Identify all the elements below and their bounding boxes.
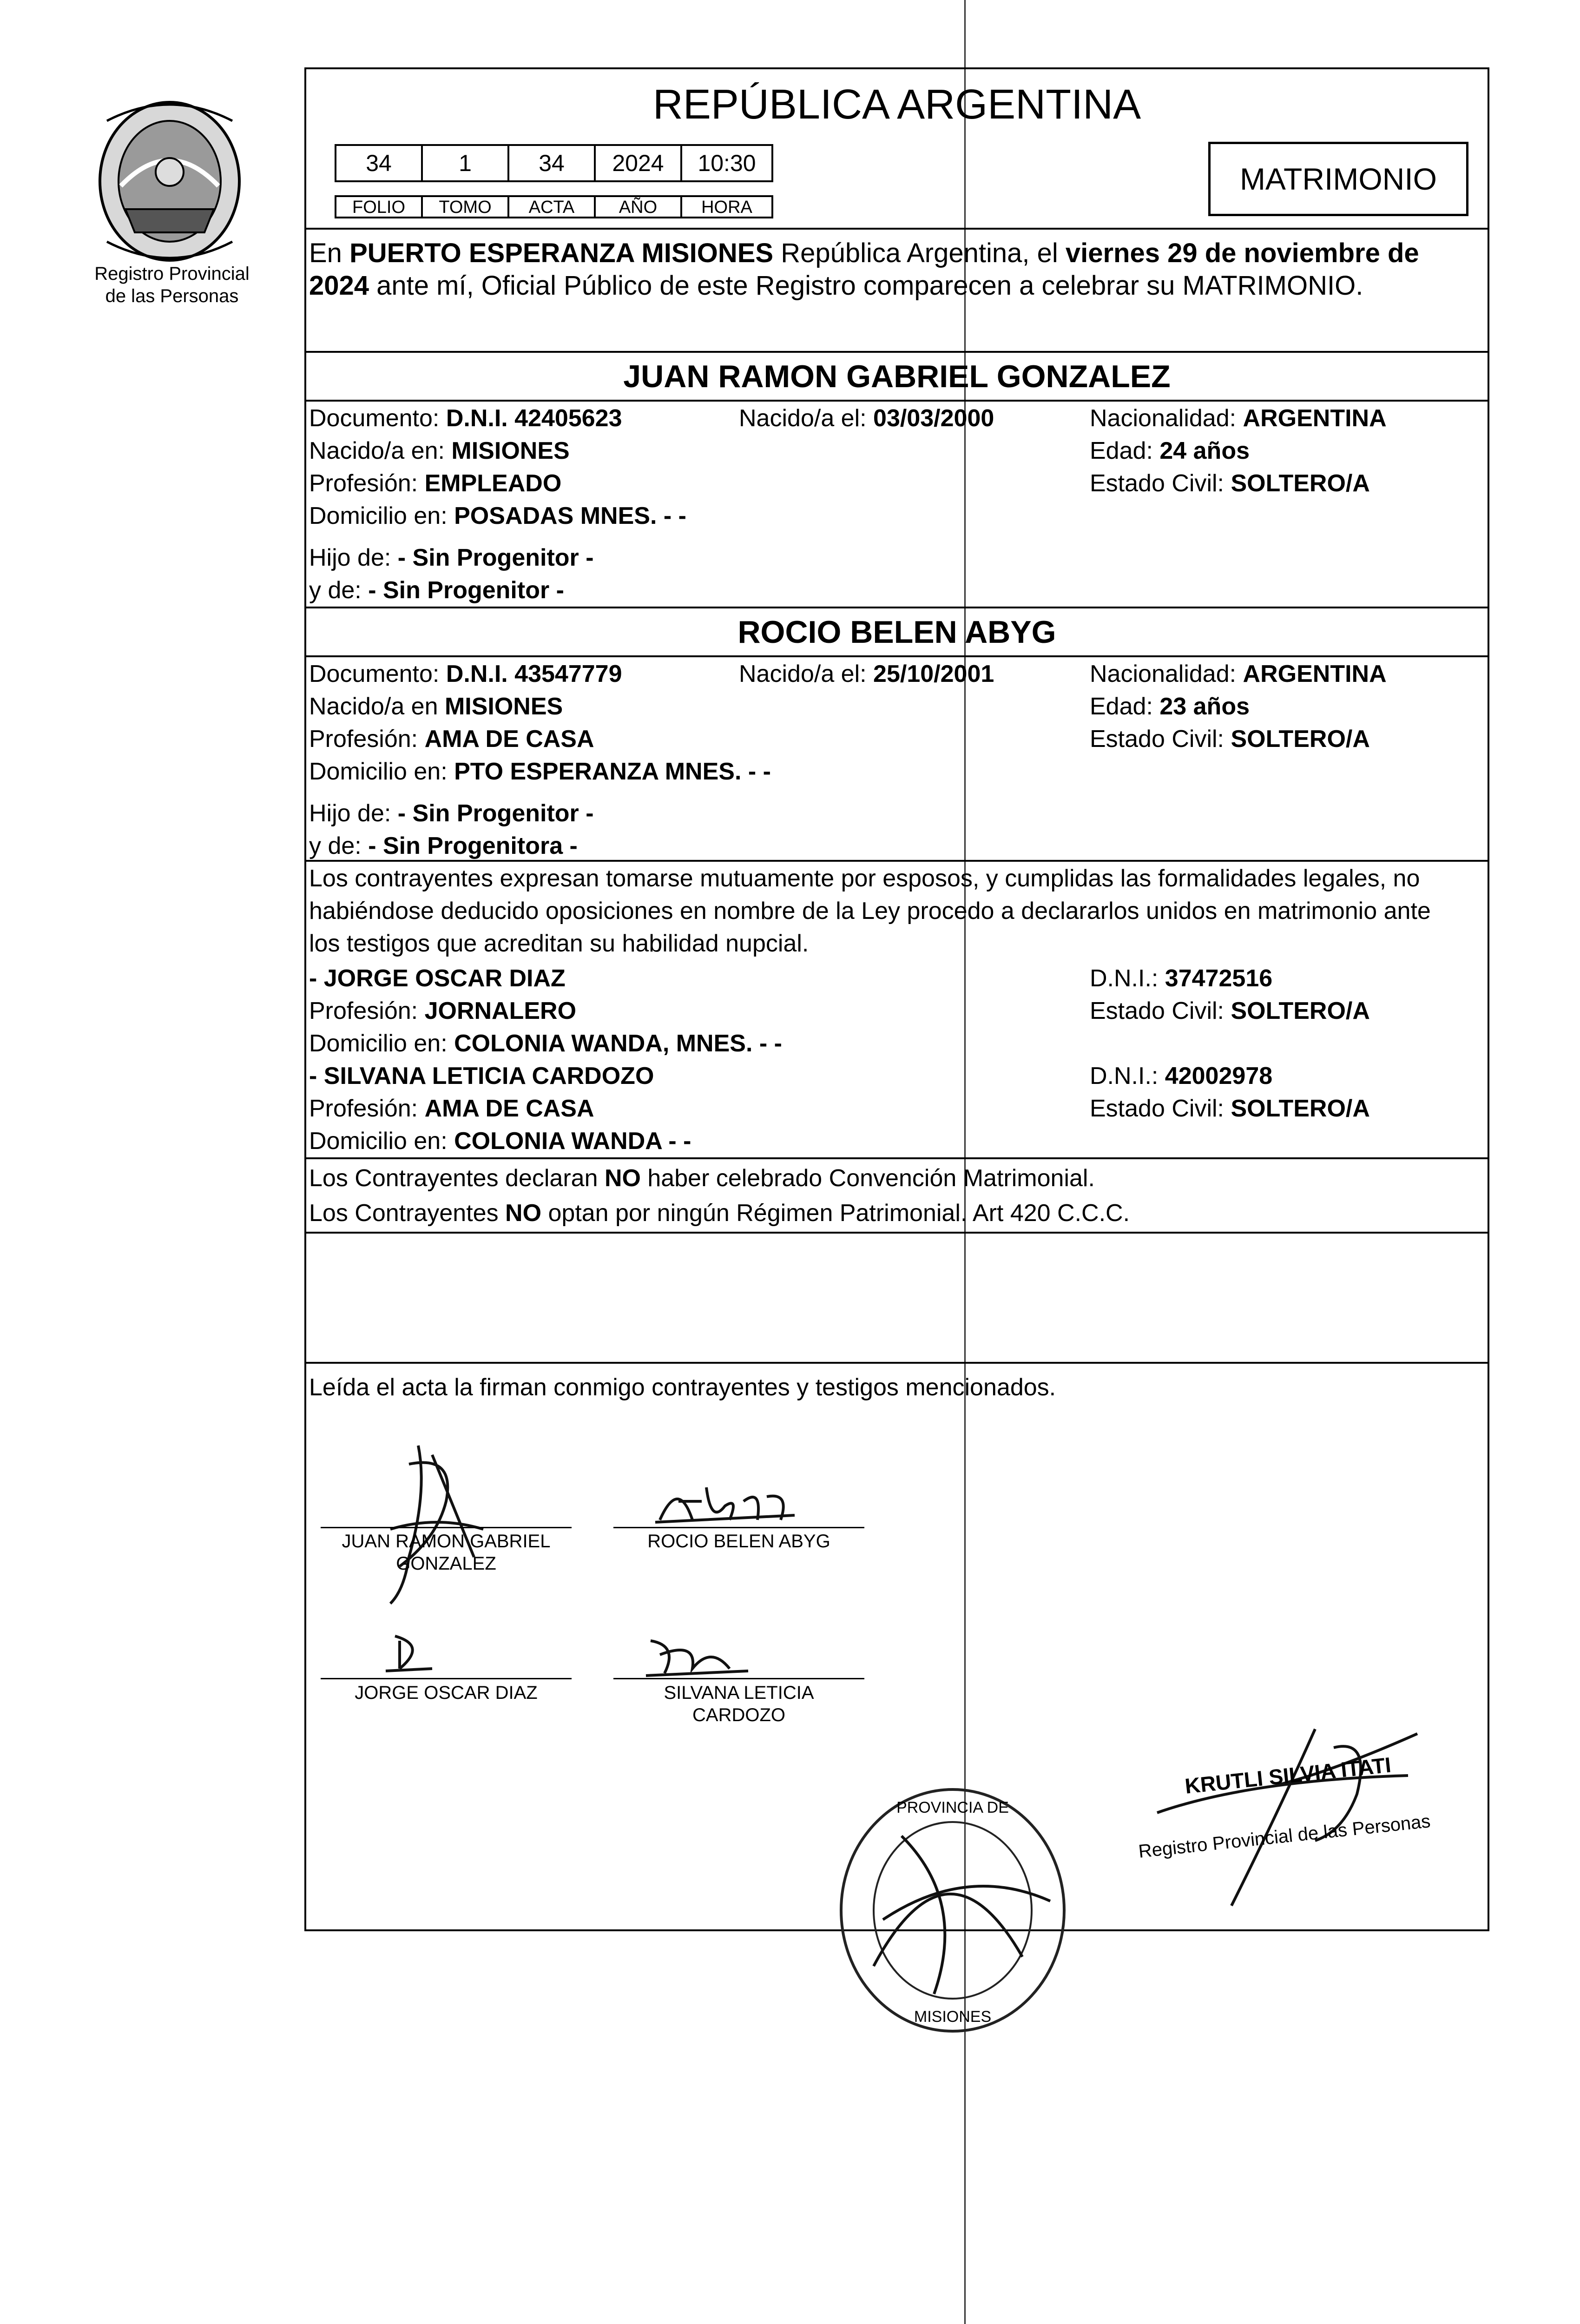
logo-label-line2: de las Personas — [105, 286, 239, 306]
divider — [304, 607, 1489, 608]
signature-spouse1 — [362, 1436, 502, 1613]
tomo-value: 1 — [421, 144, 509, 182]
spouse2-address: Domicilio en: PTO ESPERANZA MNES. - - — [309, 758, 771, 785]
divider — [304, 655, 1489, 657]
divider — [304, 351, 1489, 353]
declaration-line-1: Los contrayentes expresan tomarse mutuamente por esposos, y cumplidas las formalidades legales, no — [309, 865, 1420, 892]
spouse1-birthdate: Nacido/a el: 03/03/2000 — [739, 405, 994, 432]
tomo-label: TOMO — [421, 195, 509, 218]
ano-label: AÑO — [594, 195, 682, 218]
witness1-dni: D.N.I.: 37472516 — [1090, 965, 1273, 992]
acta-value: 34 — [507, 144, 596, 182]
witness1-address: Domicilio en: COLONIA WANDA, MNES. - - — [309, 1030, 782, 1057]
page-title: REPÚBLICA ARGENTINA — [652, 81, 1141, 128]
signature-line — [321, 1678, 572, 1679]
spouse1-parent2: y de: - Sin Progenitor - — [309, 577, 564, 604]
declaration-line-2: habiéndose deducido oposiciones en nombre de la Ley procedo a declararlos unidos en matrimonio ante — [309, 898, 1431, 924]
witness1-civil-status: Estado Civil: SOLTERO/A — [1090, 997, 1370, 1024]
signature-label-witness1: JORGE OSCAR DIAZ — [355, 1683, 538, 1703]
regime-line-2: Los Contrayentes NO optan por ningún Régimen Patrimonial. Art 420 C.C.C. — [309, 1200, 1130, 1227]
spouse2-name: ROCIO BELEN ABYG — [737, 614, 1056, 650]
folio-label: FOLIO — [335, 195, 423, 218]
signature-label-witness2-line2: CARDOZO — [692, 1705, 785, 1725]
spouse2-nationality: Nacionalidad: ARGENTINA — [1090, 660, 1387, 687]
witness2-profession: Profesión: AMA DE CASA — [309, 1095, 594, 1122]
witness1-profession: Profesión: JORNALERO — [309, 997, 577, 1024]
spouse1-name: JUAN RAMON GABRIEL GONZALEZ — [623, 359, 1171, 394]
officer-stamp-office: Registro Provincial de las Personas — [1137, 1811, 1432, 1862]
spouse2-age: Edad: 23 años — [1090, 693, 1250, 720]
signature-spouse2 — [651, 1469, 799, 1534]
spouse1-age: Edad: 24 años — [1090, 437, 1250, 464]
signature-line — [613, 1678, 864, 1679]
divider — [304, 1157, 1489, 1159]
signature-witness2 — [641, 1631, 753, 1683]
signature-line — [613, 1527, 864, 1528]
divider — [304, 1232, 1489, 1234]
divider — [304, 400, 1489, 402]
witness2-name: - SILVANA LETICIA CARDOZO — [309, 1063, 654, 1089]
witness2-dni: D.N.I.: 42002978 — [1090, 1063, 1273, 1089]
witness2-address: Domicilio en: COLONIA WANDA - - — [309, 1128, 691, 1155]
spouse2-civil-status: Estado Civil: SOLTERO/A — [1090, 726, 1370, 753]
spouse1-civil-status: Estado Civil: SOLTERO/A — [1090, 470, 1370, 497]
signature-label-spouse1: JUAN RAMON GABRIEL — [342, 1531, 551, 1552]
signature-label-spouse1-line2: GONZALEZ — [396, 1553, 496, 1574]
signature-label-spouse2: ROCIO BELEN ABYG — [647, 1531, 830, 1552]
spouse2-document: Documento: D.N.I. 43547779 — [309, 660, 622, 687]
officer-stamp-name: KRUTLI SILVIA ITATI — [1184, 1752, 1392, 1798]
witness2-civil-status: Estado Civil: SOLTERO/A — [1090, 1095, 1370, 1122]
intro-line-2: 2024 ante mí, Oficial Público de este Registro comparecen a celebrar su MATRIMONIO. — [309, 271, 1363, 301]
divider — [304, 860, 1489, 862]
spouse2-birthdate: Nacido/a el: 25/10/2001 — [739, 660, 994, 687]
document-type-box: MATRIMONIO — [1208, 142, 1468, 216]
witness1-name: - JORGE OSCAR DIAZ — [309, 965, 566, 992]
spouse2-birthplace: Nacido/a en MISIONES — [309, 693, 563, 720]
declaration-line-3: los testigos que acreditan su habilidad nupcial. — [309, 930, 809, 957]
hora-label: HORA — [680, 195, 773, 218]
spouse2-profession: Profesión: AMA DE CASA — [309, 726, 594, 753]
seal-text-top: PROVINCIA DE — [896, 1799, 1009, 1816]
divider — [304, 228, 1489, 230]
logo-label-line1: Registro Provincial — [94, 264, 250, 284]
folio-value: 34 — [335, 144, 423, 182]
closing-text: Leída el acta la firman conmigo contrayentes y testigos mencionados. — [309, 1374, 1056, 1401]
spouse1-document: Documento: D.N.I. 42405623 — [309, 405, 622, 432]
spouse2-parent2: y de: - Sin Progenitora - — [309, 832, 578, 859]
official-seal — [827, 1780, 1078, 2040]
acta-label: ACTA — [507, 195, 596, 218]
province-logo — [88, 93, 251, 265]
divider — [304, 1362, 1489, 1364]
signature-line — [321, 1527, 572, 1528]
seal-text-bottom: MISIONES — [914, 2008, 992, 2026]
spouse1-profession: Profesión: EMPLEADO — [309, 470, 562, 497]
intro-line-1: En PUERTO ESPERANZA MISIONES República Argentina, el viernes 29 de noviembre de — [309, 238, 1419, 268]
spouse1-nationality: Nacionalidad: ARGENTINA — [1090, 405, 1387, 432]
ano-value: 2024 — [594, 144, 682, 182]
signature-label-witness2: SILVANA LETICIA — [664, 1683, 814, 1703]
signature-witness1 — [381, 1627, 437, 1678]
spouse2-parent1: Hijo de: - Sin Progenitor - — [309, 800, 594, 827]
hora-value: 10:30 — [680, 144, 773, 182]
coat-of-arms-icon — [88, 93, 251, 265]
spouse1-parent1: Hijo de: - Sin Progenitor - — [309, 544, 594, 571]
spouse1-birthplace: Nacido/a en: MISIONES — [309, 437, 570, 464]
spouse1-address: Domicilio en: POSADAS MNES. - - — [309, 502, 686, 529]
regime-line-1: Los Contrayentes declaran NO haber celebrado Convención Matrimonial. — [309, 1165, 1095, 1192]
